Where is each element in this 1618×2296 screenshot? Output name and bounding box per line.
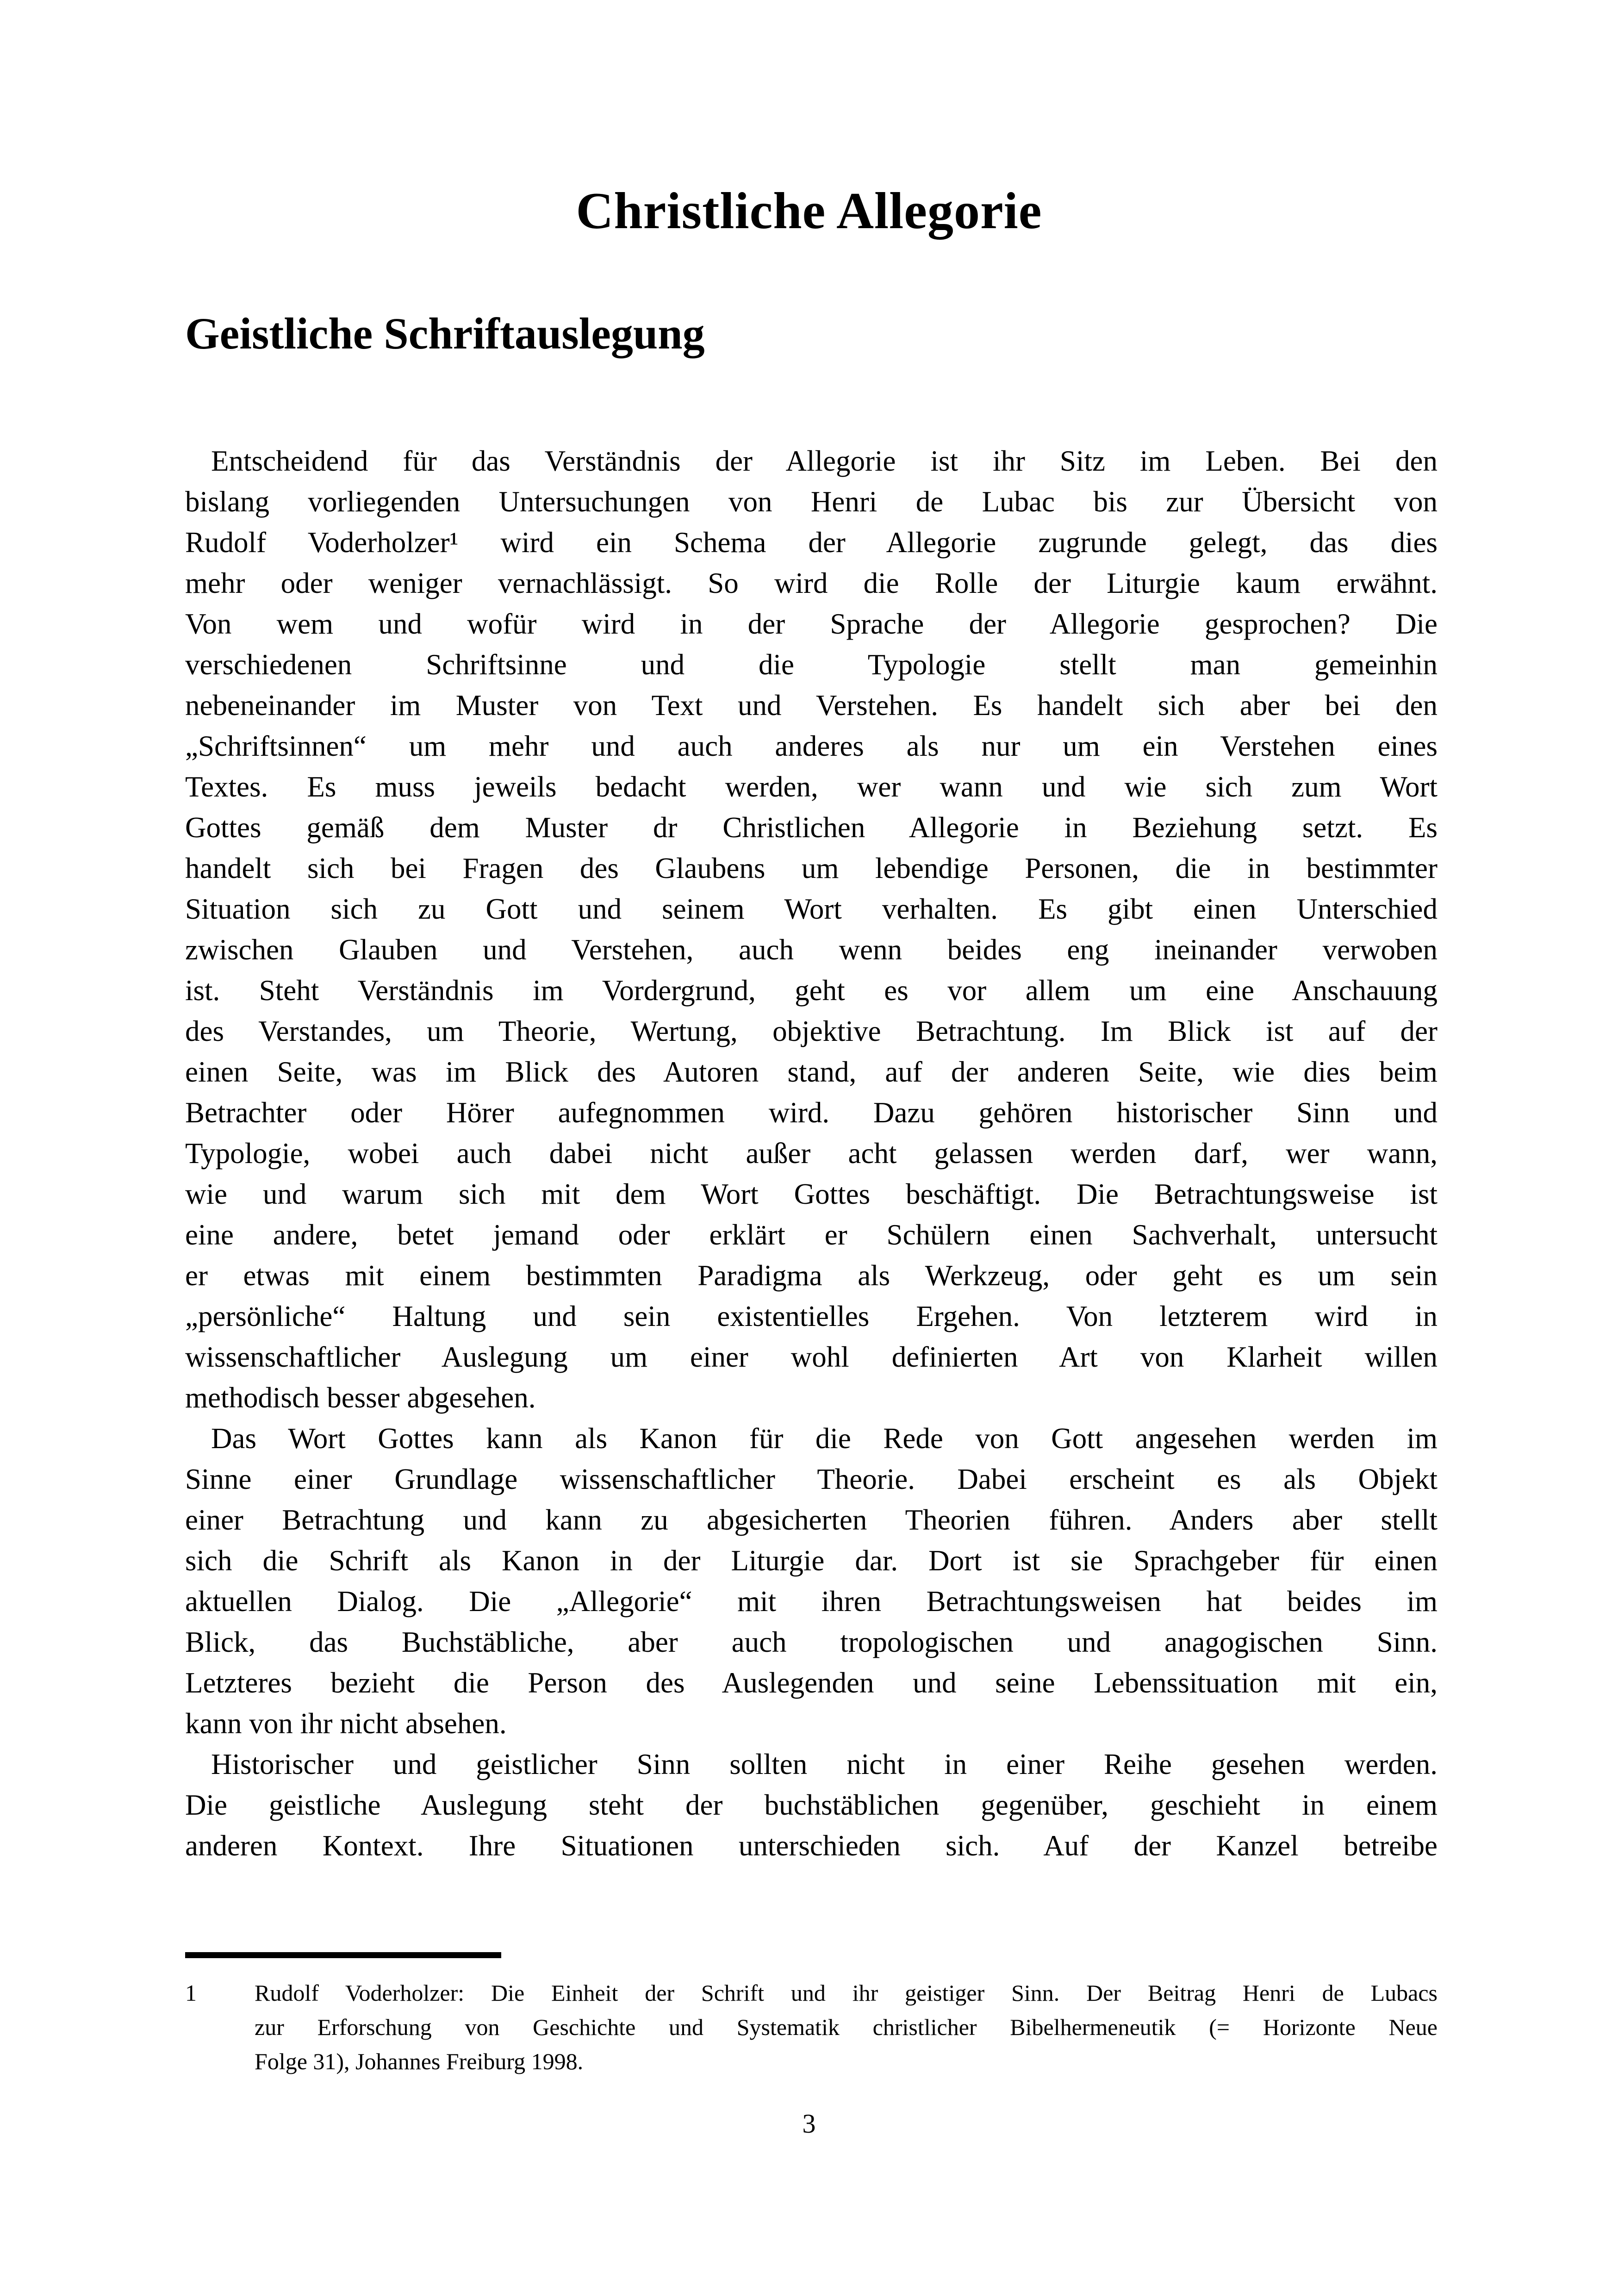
section-heading: Geistliche Schriftauslegung [185,309,705,358]
footnote-number: 1 [185,1980,197,2006]
text-line: Rudolf Voderholzer¹ wird ein Schema der Allegorie zugrunde gelegt, das dies [185,526,1438,559]
footnote-text [255,1976,1438,2078]
text-line: aktuellen Dialog. Die „Allegorie“ mit ihren Betrachtungsweisen hat beides im [185,1585,1438,1618]
text-line: einer Betrachtung und kann zu abgesicherten Theorien führen. Anders aber stellt [185,1504,1438,1536]
text-line: kann von ihr nicht absehen. [185,1707,507,1740]
text-line: einen Seite, was im Blick des Autoren stand, auf der anderen Seite, wie dies beim [185,1056,1438,1088]
text-line: Rudolf Voderholzer: Die Einheit der Schrift und ihr geistiger Sinn. Der Beitrag Henri de Lubacs [255,1980,1438,2006]
body-text [185,441,1438,1866]
text-line: „persönliche“ Haltung und sein existentielles Ergehen. Von letzterem wird in [185,1300,1438,1332]
footnote [185,1976,1438,2078]
text-line: Typologie, wobei auch dabei nicht außer acht gelassen werden darf, wer wann, [185,1137,1438,1170]
text-line: Folge 31), Johannes Freiburg 1998. [255,2048,584,2074]
text-line: mehr oder weniger vernachlässigt. So wird die Rolle der Liturgie kaum erwähnt. [185,567,1438,599]
text-line: Letzteres bezieht die Person des Auslegenden und seine Lebenssituation mit ein, [185,1667,1438,1699]
text-line: Sinne einer Grundlage wissenschaftlicher Theorie. Dabei erscheint es als Objekt [185,1463,1438,1495]
text-line: Das Wort Gottes kann als Kanon für die Rede von Gott angesehen werden im [211,1422,1438,1455]
text-line: nebeneinander im Muster von Text und Verstehen. Es handelt sich aber bei den [185,689,1438,722]
text-line: anderen Kontext. Ihre Situationen unterschieden sich. Auf der Kanzel betreibe [185,1829,1438,1862]
text-line: ist. Steht Verständnis im Vordergrund, geht es vor allem um eine Anschauung [185,974,1438,1007]
text-line: methodisch besser abgesehen. [185,1381,536,1414]
text-line: Historischer und geistlicher Sinn sollten nicht in einer Reihe gesehen werden. [211,1748,1438,1780]
text-line: er etwas mit einem bestimmten Paradigma als Werkzeug, oder geht es um sein [185,1259,1438,1292]
text-line: eine andere, betet jemand oder erklärt er Schülern einen Sachverhalt, untersucht [185,1219,1438,1251]
footnote-separator-rule [185,1952,501,1958]
page-title: Christliche Allegorie [576,182,1042,240]
footnote-area [185,1952,1438,2078]
text-line: „Schriftsinnen“ um mehr und auch anderes als nur um ein Verstehen eines [185,730,1438,762]
text-line: wissenschaftlicher Auslegung um einer wohl definierten Art von Klarheit willen [185,1341,1438,1373]
text-line: Blick, das Buchstäbliche, aber auch tropologischen und anagogischen Sinn. [185,1626,1438,1658]
text-line: Betrachter oder Hörer aufegnommen wird. Dazu gehören historischer Sinn und [185,1096,1438,1129]
text-line: Gottes gemäß dem Muster dr Christlichen Allegorie in Beziehung setzt. Es [185,811,1438,844]
text-line: Entscheidend für das Verständnis der Allegorie ist ihr Sitz im Leben. Bei den [211,445,1438,477]
text-line: Situation sich zu Gott und seinem Wort verhalten. Es gibt einen Unterschied [185,893,1438,925]
text-line: Von wem und wofür wird in der Sprache der Allegorie gesprochen? Die [185,608,1438,640]
text-line: des Verstandes, um Theorie, Wertung, objektive Betrachtung. Im Blick ist auf der [185,1015,1438,1047]
text-line: Die geistliche Auslegung steht der buchstäblichen gegenüber, geschieht in einem [185,1789,1438,1821]
page-number: 3 [802,2109,816,2139]
text-line: zur Erforschung von Geschichte und Systematik christlicher Bibelhermeneutik (= Horizonte Neue [255,2014,1438,2040]
text-line: verschiedenen Schriftsinne und die Typologie stellt man gemeinhin [185,648,1438,681]
text-line: sich die Schrift als Kanon in der Liturgie dar. Dort ist sie Sprachgeber für einen [185,1544,1438,1577]
text-line: zwischen Glauben und Verstehen, auch wenn beides eng ineinander verwoben [185,933,1438,966]
text-line: wie und warum sich mit dem Wort Gottes beschäftigt. Die Betrachtungsweise ist [185,1178,1438,1210]
text-line: handelt sich bei Fragen des Glaubens um lebendige Personen, die in bestimmter [185,852,1438,884]
text-line: bislang vorliegenden Untersuchungen von Henri de Lubac bis zur Übersicht von [185,485,1438,518]
text-line: Textes. Es muss jeweils bedacht werden, wer wann und wie sich zum Wort [185,771,1438,803]
